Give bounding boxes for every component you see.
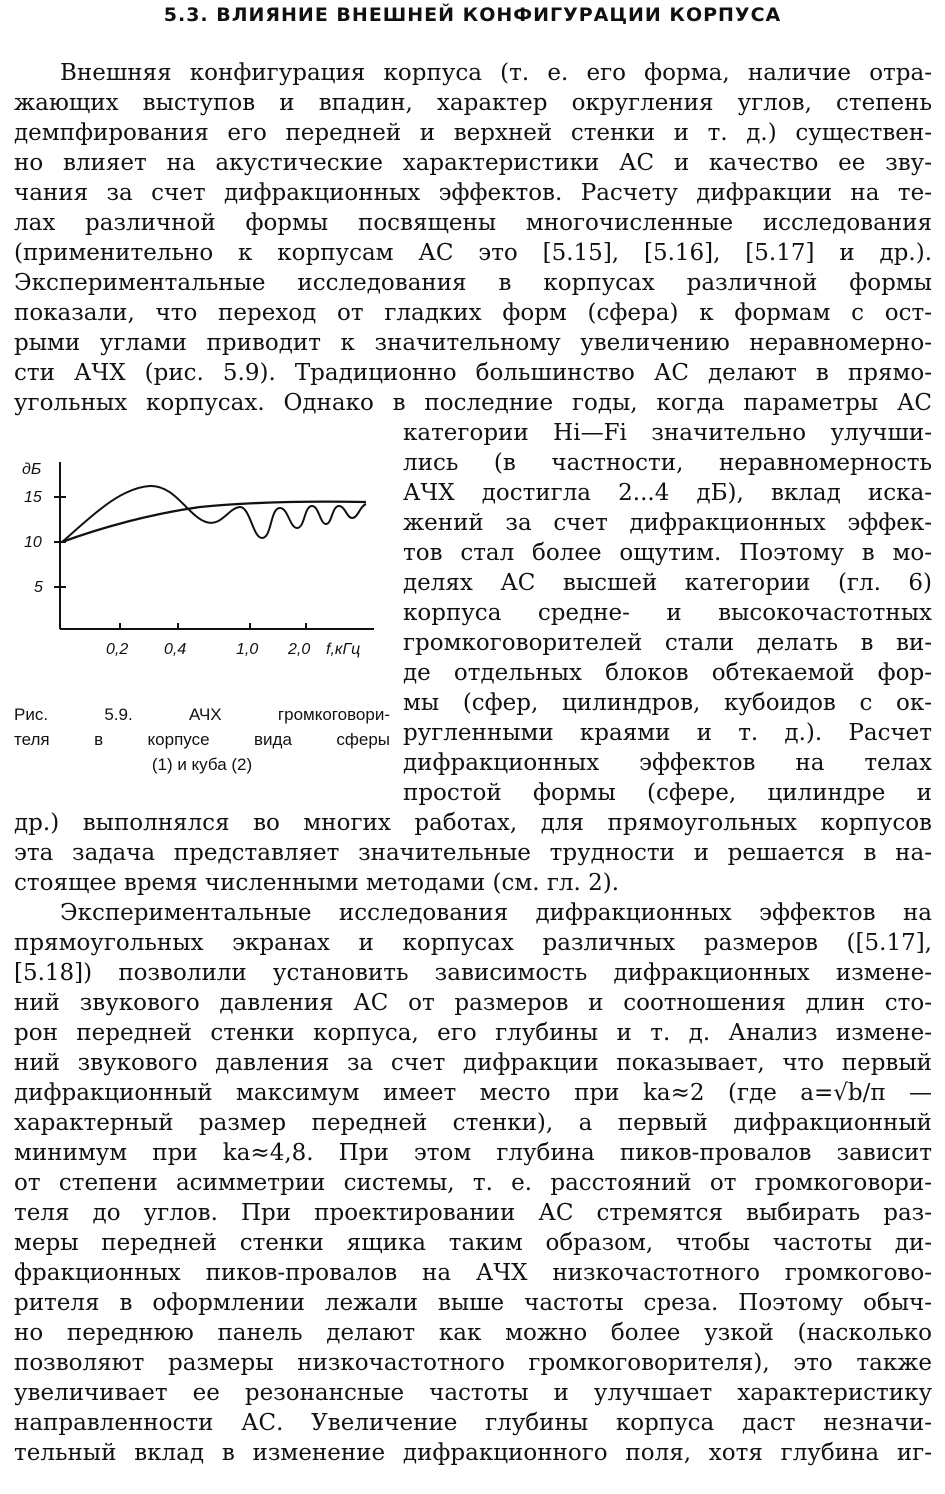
text-line: ний звукового давления АС от размеров и соотношения длин сто- xyxy=(14,990,932,1016)
text-line: тов стал более ощутим. Поэтому в мо- xyxy=(403,540,932,566)
text-line: теля до углов. При проектировании АС стремятся выбирать раз- xyxy=(14,1200,932,1226)
text-line: дифракционный максимум имеет место при ka≈2 (где a=√b/π — xyxy=(14,1080,932,1106)
y-tick-label: 15 xyxy=(24,489,42,506)
text-line: тельный вклад в изменение дифракционного поля, хотя глубина иг- xyxy=(14,1440,932,1466)
text-line: минимум при ka≈4,8. При этом глубина пиков-провалов зависит xyxy=(14,1140,932,1166)
text-line: от степени асимметрии системы, т. е. расстояний от громкоговори- xyxy=(14,1170,932,1196)
text-line: АЧХ достигла 2...4 дБ), вклад иска- xyxy=(403,480,932,506)
text-line: но влияет на акустические характеристики АС и качество ее зву- xyxy=(14,150,932,176)
x-tick-label: 0,2 xyxy=(106,641,129,658)
text-line: категории Hi—Fi значительно улучши- xyxy=(403,420,932,446)
text-line: мы (сфер, цилиндров, кубоидов с ок- xyxy=(403,690,932,716)
caption-line: теля в корпусе вида сферы xyxy=(14,730,390,749)
section-heading: 5.3. ВЛИЯНИЕ ВНЕШНЕЙ КОНФИГУРАЦИИ КОРПУСА xyxy=(163,4,782,26)
x-tick-label: 2,0 xyxy=(288,641,311,658)
text-line: дифракционных эффектов на телах xyxy=(403,750,932,776)
text-line: ругленными краями и т. д.). Расчет xyxy=(403,720,932,746)
text-line: меры передней стенки ящика таким образом, чтобы частоты ди- xyxy=(14,1230,932,1256)
text-line: показали, что переход от гладких форм (сфера) к формам с ост- xyxy=(14,300,932,326)
text-line: сти АЧХ (рис. 5.9). Традиционно большинство АС делают в прямо- xyxy=(14,360,932,386)
text-line: громкоговорителей стали делать в ви- xyxy=(403,630,932,656)
caption-line: Рис. 5.9. АЧХ громкоговори- xyxy=(14,705,390,724)
figure-axes xyxy=(54,462,374,629)
text-line: Внешняя конфигурация корпуса (т. е. его форма, наличие отра- xyxy=(60,60,932,86)
curve-cube xyxy=(62,486,366,542)
text-line: [5.18]) позволили установить зависимость дифракционных измене- xyxy=(14,960,932,986)
text-line: корпуса средне- и высокочастотных xyxy=(403,600,932,626)
text-line: но переднюю панель делают как можно более узкой (насколько xyxy=(14,1320,932,1346)
text-line: ний звукового давления за счет дифракции показывает, что первый xyxy=(14,1050,932,1076)
text-line: рон передней стенки корпуса, его глубины и т. д. Анализ измене- xyxy=(14,1020,932,1046)
text-line: чания за счет дифракционных эффектов. Расчету дифракции на те- xyxy=(14,180,932,206)
x-axis-unit: f,кГц xyxy=(326,641,361,658)
text-line: простой формы (сфере, цилиндре и xyxy=(403,780,932,806)
y-axis-unit: дБ xyxy=(22,461,42,478)
text-line: лись (в частности, неравномерность xyxy=(403,450,932,476)
frequency-response-figure xyxy=(10,450,390,670)
text-line: рителя в оформлении лежали выше частоты среза. Поэтому обыч- xyxy=(14,1290,932,1316)
text-line: (применительно к корпусам АС это [5.15], [5.16], [5.17] и др.). xyxy=(14,240,932,266)
text-line: направленности АС. Увеличение глубины корпуса даст незначи- xyxy=(14,1410,932,1436)
text-line: демпфирования его передней и верхней стенки и т. д.) существен- xyxy=(14,120,932,146)
figure-caption xyxy=(14,702,390,777)
text-line: делях АС высшей категории (гл. 6) xyxy=(403,570,932,596)
caption-line: (1) и куба (2) xyxy=(151,755,253,774)
y-tick-label: 10 xyxy=(24,534,42,551)
y-tick-label: 5 xyxy=(34,579,43,596)
text-line: Экспериментальные исследования в корпусах различной формы xyxy=(14,270,932,296)
x-tick-label: 1,0 xyxy=(236,641,259,658)
text-line: увеличивает ее резонансные частоты и улучшает характеристику xyxy=(14,1380,932,1406)
text-line: угольных корпусах. Однако в последние годы, когда параметры АС xyxy=(14,390,932,416)
text-line: др.) выполнялся во многих работах, для прямоугольных корпусов xyxy=(14,810,932,836)
text-line: позволяют размеры низкочастотного громкоговорителя), это также xyxy=(14,1350,932,1376)
text-line: Экспериментальные исследования дифракционных эффектов на xyxy=(60,900,932,926)
text-line: фракционных пиков-провалов на АЧХ низкочастотного громкогово- xyxy=(14,1260,932,1286)
text-line: эта задача представляет значительные трудности и решается в на- xyxy=(14,840,932,866)
text-line: жений за счет дифракционных эффек- xyxy=(403,510,932,536)
text-line: прямоугольных экранах и корпусах различных размеров ([5.17], xyxy=(14,930,932,956)
text-line: стоящее время численными методами (см. гл. 2). xyxy=(14,870,620,896)
text-line: рыми углами приводит к значительному увеличению неравномерно- xyxy=(14,330,932,356)
text-line: характерный размер передней стенки), а первый дифракционный xyxy=(14,1110,932,1136)
x-tick-label: 0,4 xyxy=(164,641,187,658)
text-line: лах различной формы посвящены многочисленные исследования xyxy=(14,210,932,236)
text-line: де отдельных блоков обтекаемой фор- xyxy=(403,660,932,686)
text-line: жающих выступов и впадин, характер округления углов, степень xyxy=(14,90,932,116)
